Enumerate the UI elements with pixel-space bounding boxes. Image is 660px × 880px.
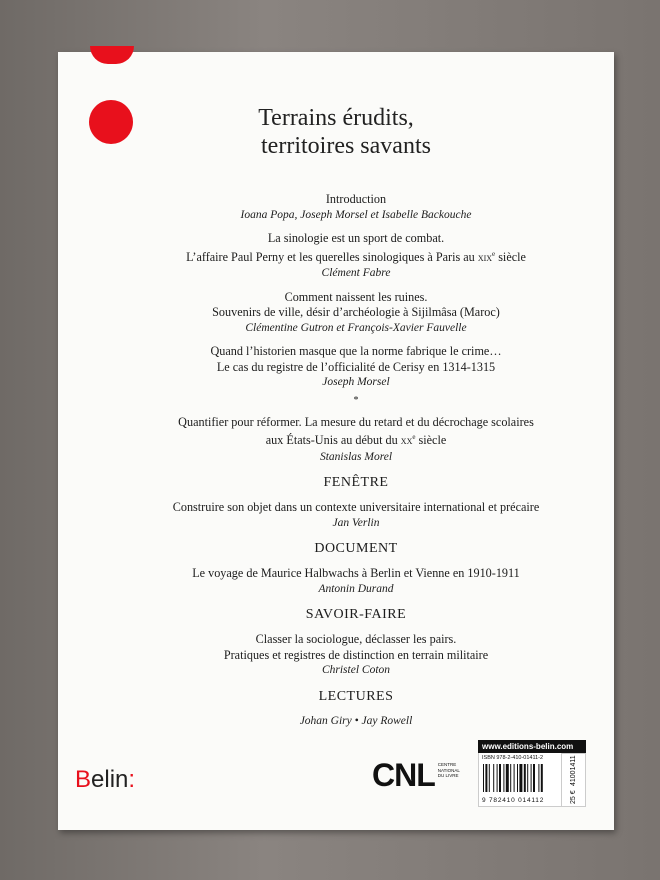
entry-title: Comment naissent les ruines. bbox=[284, 289, 428, 304]
price: 25 € bbox=[570, 790, 577, 804]
toc-entry bbox=[118, 344, 594, 390]
publisher-logo: Belin: bbox=[75, 766, 136, 793]
section-heading: LECTURES bbox=[318, 688, 394, 704]
section-heading: FENÊTRE bbox=[323, 475, 389, 491]
entry-title: Quantifier pour réformer. La mesure du retard et du décrochage scolaires bbox=[178, 414, 534, 429]
toc-entry bbox=[118, 500, 594, 530]
cnl-logo bbox=[372, 758, 468, 792]
entry-authors: Antonin Durand bbox=[318, 582, 394, 595]
toc-entry bbox=[118, 415, 594, 465]
title-line: Terrains érudits, bbox=[258, 105, 414, 131]
entry-authors: Clément Fabre bbox=[321, 267, 391, 280]
toc-entry bbox=[118, 231, 594, 281]
table-of-contents bbox=[118, 192, 594, 737]
entry-title: aux États-Unis au début du $xx^e$ siècle bbox=[265, 433, 447, 448]
section-heading: SAVOIR-FAIRE bbox=[305, 607, 407, 623]
entry-title: Classer la sociologue, déclasser les pairs. bbox=[255, 632, 457, 647]
barcode-sticker bbox=[478, 740, 586, 807]
barcode-digits: 9 782410 014112 bbox=[482, 797, 545, 804]
publisher-url: www.editions-belin.com bbox=[478, 740, 586, 753]
entry-authors: Jan Verlin bbox=[332, 516, 380, 529]
toc-entry bbox=[118, 714, 594, 729]
entry-authors: Johan Giry • Jay Rowell bbox=[299, 714, 413, 727]
entry-authors: Christel Coton bbox=[321, 664, 391, 677]
entry-title: Pratiques et registres de distinction en terrain militaire bbox=[223, 647, 489, 662]
product-code: 41001411 bbox=[562, 753, 585, 788]
entry-authors: Stanislas Morel bbox=[319, 450, 393, 463]
entry-authors: Ioana Popa, Joseph Morsel et Isabelle Backouche bbox=[240, 208, 472, 221]
entry-title: Le voyage de Maurice Halbwachs à Berlin et Vienne en 1910-1911 bbox=[192, 566, 520, 581]
entry-title: Introduction bbox=[325, 192, 387, 206]
isbn-text: ISBN 978-2-410-01411-2 bbox=[482, 755, 544, 761]
entry-title: L’affaire Paul Perny et les querelles sinologiques à Paris au xix$^e$ siècle bbox=[186, 249, 526, 264]
toc-entry bbox=[118, 192, 594, 222]
cnl-subtitle: CENTRE NATIONAL DU LIVRE bbox=[437, 762, 460, 778]
entry-title: Construire son objet dans un contexte universitaire international et précaire bbox=[172, 500, 540, 515]
barcode-icon bbox=[482, 764, 558, 792]
entry-title: Souvenirs de ville, désir d’archéologie à Sijilmâsa (Maroc) bbox=[212, 305, 500, 320]
section-heading: DOCUMENT bbox=[314, 541, 398, 557]
entry-title: Le cas du registre de l’officialité de Cerisy en 1314-1315 bbox=[216, 359, 496, 374]
cnl-logo-text: CNL bbox=[372, 757, 435, 793]
cover-title bbox=[58, 104, 614, 160]
title-line: territoires savants bbox=[261, 133, 431, 159]
toc-entry bbox=[118, 632, 594, 678]
entry-title: Quand l’historien masque que la norme fabrique le crime… bbox=[210, 344, 502, 359]
entry-title: La sinologie est un sport de combat. bbox=[267, 231, 445, 245]
toc-entry bbox=[118, 566, 594, 596]
toc-entry bbox=[118, 290, 594, 336]
red-dot-decoration bbox=[90, 46, 134, 64]
entry-authors: Clémentine Gutron et François-Xavier Fauvelle bbox=[245, 321, 467, 334]
entry-authors: Joseph Morsel bbox=[322, 376, 390, 389]
separator: * bbox=[353, 394, 359, 406]
book-back-cover bbox=[58, 52, 614, 830]
